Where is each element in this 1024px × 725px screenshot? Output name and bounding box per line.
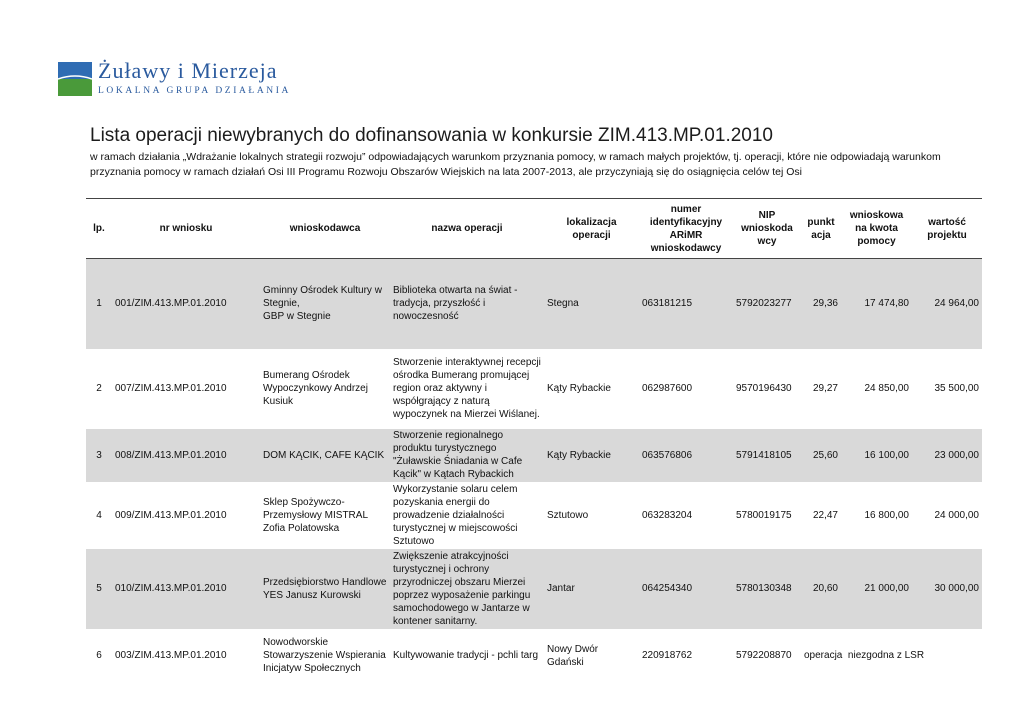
- header-lp: lp.: [86, 199, 112, 259]
- cell-nr-wniosku: 001/ZIM.413.MP.01.2010: [112, 259, 260, 349]
- cell-punktacja: 29,27: [812, 383, 838, 394]
- cell-nip: 5792023277: [733, 259, 801, 349]
- cell-kwota: 24 850,00: [864, 383, 909, 394]
- cell-nr-wniosku: 008/ZIM.413.MP.01.2010: [112, 429, 260, 482]
- header-kwota: wnioskowa na kwota pomocy: [841, 199, 912, 259]
- cell-nip: 5792208870: [736, 650, 792, 661]
- cell-numer-arimr: 063181215: [639, 259, 733, 349]
- cell-wartosc: 23 000,00: [912, 429, 982, 482]
- cell-numer-arimr: 064254340: [639, 549, 733, 629]
- cell-wnioskodawca: Sklep Spożywczo-Przemysłowy MISTRAL Zofia Polatowska: [263, 496, 368, 534]
- header-wnioskodawca: wnioskodawca: [260, 199, 390, 259]
- cell-nip: 5780130348: [733, 549, 801, 629]
- cell-nip: 5791418105: [733, 429, 801, 482]
- cell-nazwa-operacji: Biblioteka otwarta na świat - tradycja, przyszłość i nowoczesność: [390, 259, 544, 349]
- cell-lp: 1: [86, 259, 112, 349]
- cell-numer-arimr: 220918762: [642, 650, 693, 661]
- cell-status-note: operacja niezgodna z LSR: [804, 650, 925, 661]
- table-row: [86, 259, 982, 349]
- table-header-row: [86, 199, 982, 259]
- cell-nr-wniosku: 003/ZIM.413.MP.01.2010: [115, 650, 227, 661]
- cell-lokalizacja: Nowy Dwór Gdański: [547, 643, 599, 668]
- table-row: [86, 549, 982, 629]
- cell-numer-arimr: 063283204: [642, 509, 693, 521]
- cell-nip: 5780019175: [736, 509, 792, 521]
- cell-punktacja: 20,60: [801, 549, 841, 629]
- cell-kwota: 16 100,00: [841, 429, 912, 482]
- header-punktacja: punkt acja: [801, 199, 841, 259]
- cell-kwota: 16 800,00: [864, 509, 909, 521]
- table-row: [86, 429, 982, 482]
- cell-lokalizacja: Stegna: [544, 259, 639, 349]
- cell-nazwa-operacji: Wykorzystanie solaru celem pozyskania energii do prowadzenie działalności turystycznej w miejscowości Sztutowo: [393, 483, 518, 547]
- header-nip: NIP wnioskoda wcy: [733, 199, 801, 259]
- cell-nr-wniosku: 009/ZIM.413.MP.01.2010: [115, 509, 227, 521]
- table-row: [86, 482, 982, 549]
- cell-wnioskodawca: DOM KĄCIK, CAFE KĄCIK: [260, 429, 390, 482]
- cell-numer-arimr: 062987600: [642, 383, 693, 394]
- cell-lokalizacja: Kąty Rybackie: [544, 429, 639, 482]
- table-row: [86, 349, 982, 429]
- cell-wnioskodawca: Przedsiębiorstwo Handlowe YES Janusz Kurowski: [260, 549, 390, 629]
- cell-wartosc: 35 500,00: [934, 383, 979, 394]
- cell-punktacja: 25,60: [801, 429, 841, 482]
- cell-nazwa-operacji: Kultywowanie tradycji - pchli targ: [393, 650, 539, 661]
- cell-punktacja: 29,36: [801, 259, 841, 349]
- cell-lp: 4: [96, 509, 102, 521]
- logo-subtitle: LOKALNA GRUPA DZIAŁANIA: [98, 86, 291, 96]
- logo-mark-icon: [58, 62, 92, 96]
- cell-kwota: 17 474,80: [841, 259, 912, 349]
- cell-wnioskodawca: Bumerang Ośrodek Wypoczynkowy Andrzej Kusiuk: [263, 370, 368, 407]
- cell-lokalizacja: Jantar: [544, 549, 639, 629]
- document-title: Lista operacji niewybranych do dofinansowania w konkursie ZIM.413.MP.01.2010: [90, 125, 773, 146]
- operations-table: [86, 198, 982, 683]
- cell-wartosc: 24 964,00: [912, 259, 982, 349]
- cell-numer-arimr: 063576806: [639, 429, 733, 482]
- cell-wnioskodawca: Gminny Ośrodek Kultury w Stegnie, GBP w Stegnie: [260, 259, 390, 349]
- header-nazwa-operacji: nazwa operacji: [390, 199, 544, 259]
- cell-wartosc: 30 000,00: [912, 549, 982, 629]
- header-nr-wniosku: nr wniosku: [112, 199, 260, 259]
- header-numer-arimr: numer identyfikacyjny ARiMR wnioskodawcy: [639, 199, 733, 259]
- cell-wartosc: 24 000,00: [934, 509, 979, 521]
- cell-lp: 5: [86, 549, 112, 629]
- lgd-logo: [58, 56, 291, 102]
- document-subtitle: w ramach działania „Wdrażanie lokalnych strategii rozwoju” odpowiadających warunkom przyznania pomocy, w ramach małych projektów, tj. operacji, które nie odpowiadają warunkom przyznania pomocy w ramach działań Osi III Programu Rozwoju Obszarów Wiejskich na lata 2007-2013, ale przyczyniają się do osiągnięcia celów tej Osi: [90, 151, 941, 178]
- cell-nip: 9570196430: [736, 383, 792, 394]
- cell-wnioskodawca: Nowodworskie Stowarzyszenie Wspierania Inicjatyw Społecznych: [263, 637, 386, 674]
- header-wartosc: wartość projektu: [912, 199, 982, 259]
- header-lokalizacja: lokalizacja operacji: [544, 199, 639, 259]
- cell-nr-wniosku: 007/ZIM.413.MP.01.2010: [115, 383, 227, 394]
- table-row: [86, 629, 982, 683]
- cell-nazwa-operacji: Stworzenie interaktywnej recepcji ośrodka Bumerang promującej region oraz aktywny i współgrający z naturą wypoczynek na Mierzei Wiślanej.: [393, 357, 541, 420]
- cell-kwota: 21 000,00: [841, 549, 912, 629]
- cell-lp: 6: [96, 650, 102, 661]
- logo-name: Żuławy i Mierzeja: [98, 58, 278, 83]
- cell-lokalizacja: Kąty Rybackie: [547, 383, 611, 394]
- cell-punktacja: 22,47: [812, 509, 838, 521]
- cell-lp: 3: [86, 429, 112, 482]
- cell-nazwa-operacji: Zwiększenie atrakcyjności turystycznej i ochrony przyrodniczej obszaru Mierzei poprzez wyposażenie parkingu samochodowego w Jantarze w kontener sanitarny.: [390, 549, 544, 629]
- cell-lp: 2: [96, 383, 102, 394]
- cell-nr-wniosku: 010/ZIM.413.MP.01.2010: [112, 549, 260, 629]
- cell-nazwa-operacji: Stworzenie regionalnego produktu turystycznego "Żuławskie Śniadania w Cafe Kącik" w Kątach Rybackich: [390, 429, 544, 482]
- cell-lokalizacja: Sztutowo: [547, 509, 589, 521]
